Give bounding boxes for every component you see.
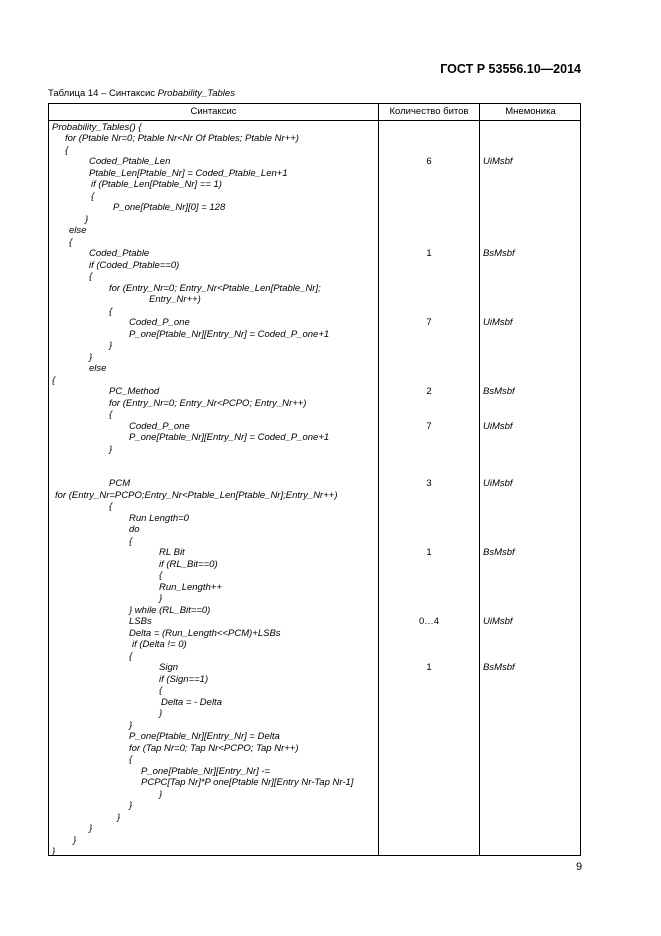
syntax-line: }	[159, 789, 163, 800]
syntax-line: {	[109, 306, 113, 317]
syntax-line: Sign	[159, 662, 179, 673]
syntax-line: P_one[Ptable_Nr][Entry_Nr] = Coded_P_one+1	[129, 329, 330, 340]
mnemonic-cell: BsMsbf	[483, 662, 515, 673]
syntax-line: }	[159, 708, 163, 719]
mnemonic-cell: UiMsbf	[483, 317, 513, 328]
document-id: ГОСТ Р 53556.10—2014	[440, 62, 581, 76]
table-caption	[48, 88, 235, 99]
syntax-line: for (Entry_Nr=0; Entry_Nr<Ptable_Len[Ptable_Nr];	[109, 283, 321, 294]
syntax-line: }	[129, 800, 133, 811]
bits-cell: 2	[426, 386, 432, 397]
bits-cell: 1	[426, 547, 432, 558]
syntax-line: P_one[Ptable_Nr][0] = 128	[113, 202, 226, 213]
syntax-line: if (Delta != 0)	[132, 639, 187, 650]
syntax-line: }	[117, 812, 121, 823]
syntax-line: Entry_Nr++)	[149, 294, 201, 305]
mnemonic-cell: UiMsbf	[483, 616, 513, 627]
syntax-line: RL Bit	[159, 547, 185, 558]
syntax-line: {	[159, 685, 163, 696]
syntax-line: for (Ptable Nr=0; Ptable Nr<Nr Of Ptables; Ptable Nr++)	[65, 133, 299, 144]
syntax-line: Delta = (Run_Length<<PCM)+LSBs	[129, 628, 281, 639]
syntax-line: else	[69, 225, 87, 236]
syntax-line: {	[109, 501, 113, 512]
bits-cell: 7	[426, 421, 432, 432]
header-bits: Количество битов	[389, 106, 469, 117]
syntax-line: for (Entry_Nr=0; Entry_Nr<PCPO; Entry_Nr++)	[109, 398, 307, 409]
syntax-table	[48, 103, 581, 856]
syntax-line: PCM	[109, 478, 131, 489]
syntax-line: Ptable_Len[Ptable_Nr] = Coded_Ptable_Len+1	[89, 168, 288, 179]
syntax-line: Coded_Ptable	[89, 248, 150, 259]
syntax-line: do	[129, 524, 140, 535]
header-syntax: Синтаксис	[190, 106, 237, 117]
syntax-line: Coded_P_one	[129, 317, 190, 328]
syntax-line: for (Tap Nr=0; Tap Nr<PCPO; Tap Nr++)	[129, 743, 299, 754]
syntax-line: }	[85, 214, 89, 225]
syntax-line: Delta = - Delta	[161, 697, 222, 708]
syntax-line: if (Ptable_Len[Ptable_Nr] == 1)	[91, 179, 222, 190]
syntax-line: }	[159, 593, 163, 604]
syntax-line: P_one[Ptable_Nr][Entry_Nr] = Delta	[129, 731, 280, 742]
syntax-line: for (Entry_Nr=PCPO;Entry_Nr<Ptable_Len[Ptable_Nr];Entry_Nr++)	[55, 490, 338, 501]
syntax-line: {	[69, 237, 73, 248]
bits-cell: 3	[426, 478, 432, 489]
mnemonic-cell: UiMsbf	[483, 156, 513, 167]
header-mnemonic: Мнемоника	[505, 106, 556, 117]
bits-cell: 1	[426, 662, 432, 673]
mnemonic-cell: BsMsbf	[483, 547, 515, 558]
syntax-line: else	[89, 363, 107, 374]
syntax-line: }	[89, 823, 93, 834]
syntax-line: {	[65, 145, 69, 156]
syntax-line: } while (RL_Bit==0)	[129, 605, 211, 616]
bits-cell: 6	[426, 156, 432, 167]
syntax-line: {	[52, 375, 56, 386]
syntax-line: PCPC[Tap Nr]*P one[Ptable Nr][Entry Nr-Tap Nr-1]	[141, 777, 354, 788]
syntax-line: Coded_Ptable_Len	[89, 156, 171, 167]
mnemonic-cell: BsMsbf	[483, 386, 515, 397]
syntax-line: PC_Method	[109, 386, 160, 397]
syntax-line: if (Coded_Ptable==0)	[89, 260, 180, 271]
syntax-line: }	[129, 720, 133, 731]
syntax-line: }	[52, 846, 56, 857]
column-divider	[479, 104, 480, 855]
syntax-line: {	[129, 651, 133, 662]
caption-prefix: Таблица 14 – Синтаксис	[48, 88, 158, 99]
syntax-line: }	[89, 352, 93, 363]
mnemonic-cell: UiMsbf	[483, 421, 513, 432]
bits-cell: 7	[426, 317, 432, 328]
syntax-line: LSBs	[129, 616, 152, 627]
syntax-line: {	[91, 191, 95, 202]
syntax-line: Coded_P_one	[129, 421, 190, 432]
caption-table-name: Probability_Tables	[157, 88, 235, 99]
syntax-line: {	[109, 409, 113, 420]
syntax-line: Run Length=0	[129, 513, 189, 524]
syntax-line: }	[109, 444, 113, 455]
syntax-line: {	[159, 570, 163, 581]
header-divider	[49, 120, 580, 121]
syntax-line: {	[129, 536, 133, 547]
mnemonic-cell: UiMsbf	[483, 478, 513, 489]
syntax-line: P_one[Ptable_Nr][Entry_Nr] = Coded_P_one+1	[129, 432, 330, 443]
syntax-line: {	[129, 754, 133, 765]
bits-cell: 1	[426, 248, 432, 259]
syntax-line: }	[73, 835, 77, 846]
syntax-line: if (Sign==1)	[159, 674, 209, 685]
mnemonic-cell: BsMsbf	[483, 248, 515, 259]
syntax-line: P_one[Ptable_Nr][Entry_Nr] -=	[141, 766, 271, 777]
page-number: 9	[576, 861, 583, 873]
syntax-line: {	[89, 271, 93, 282]
syntax-line: if (RL_Bit==0)	[159, 559, 218, 570]
syntax-line: Probability_Tables() {	[52, 122, 142, 133]
bits-cell: 0…4	[418, 616, 440, 627]
syntax-line: }	[109, 340, 113, 351]
syntax-line: Run_Length++	[159, 582, 222, 593]
